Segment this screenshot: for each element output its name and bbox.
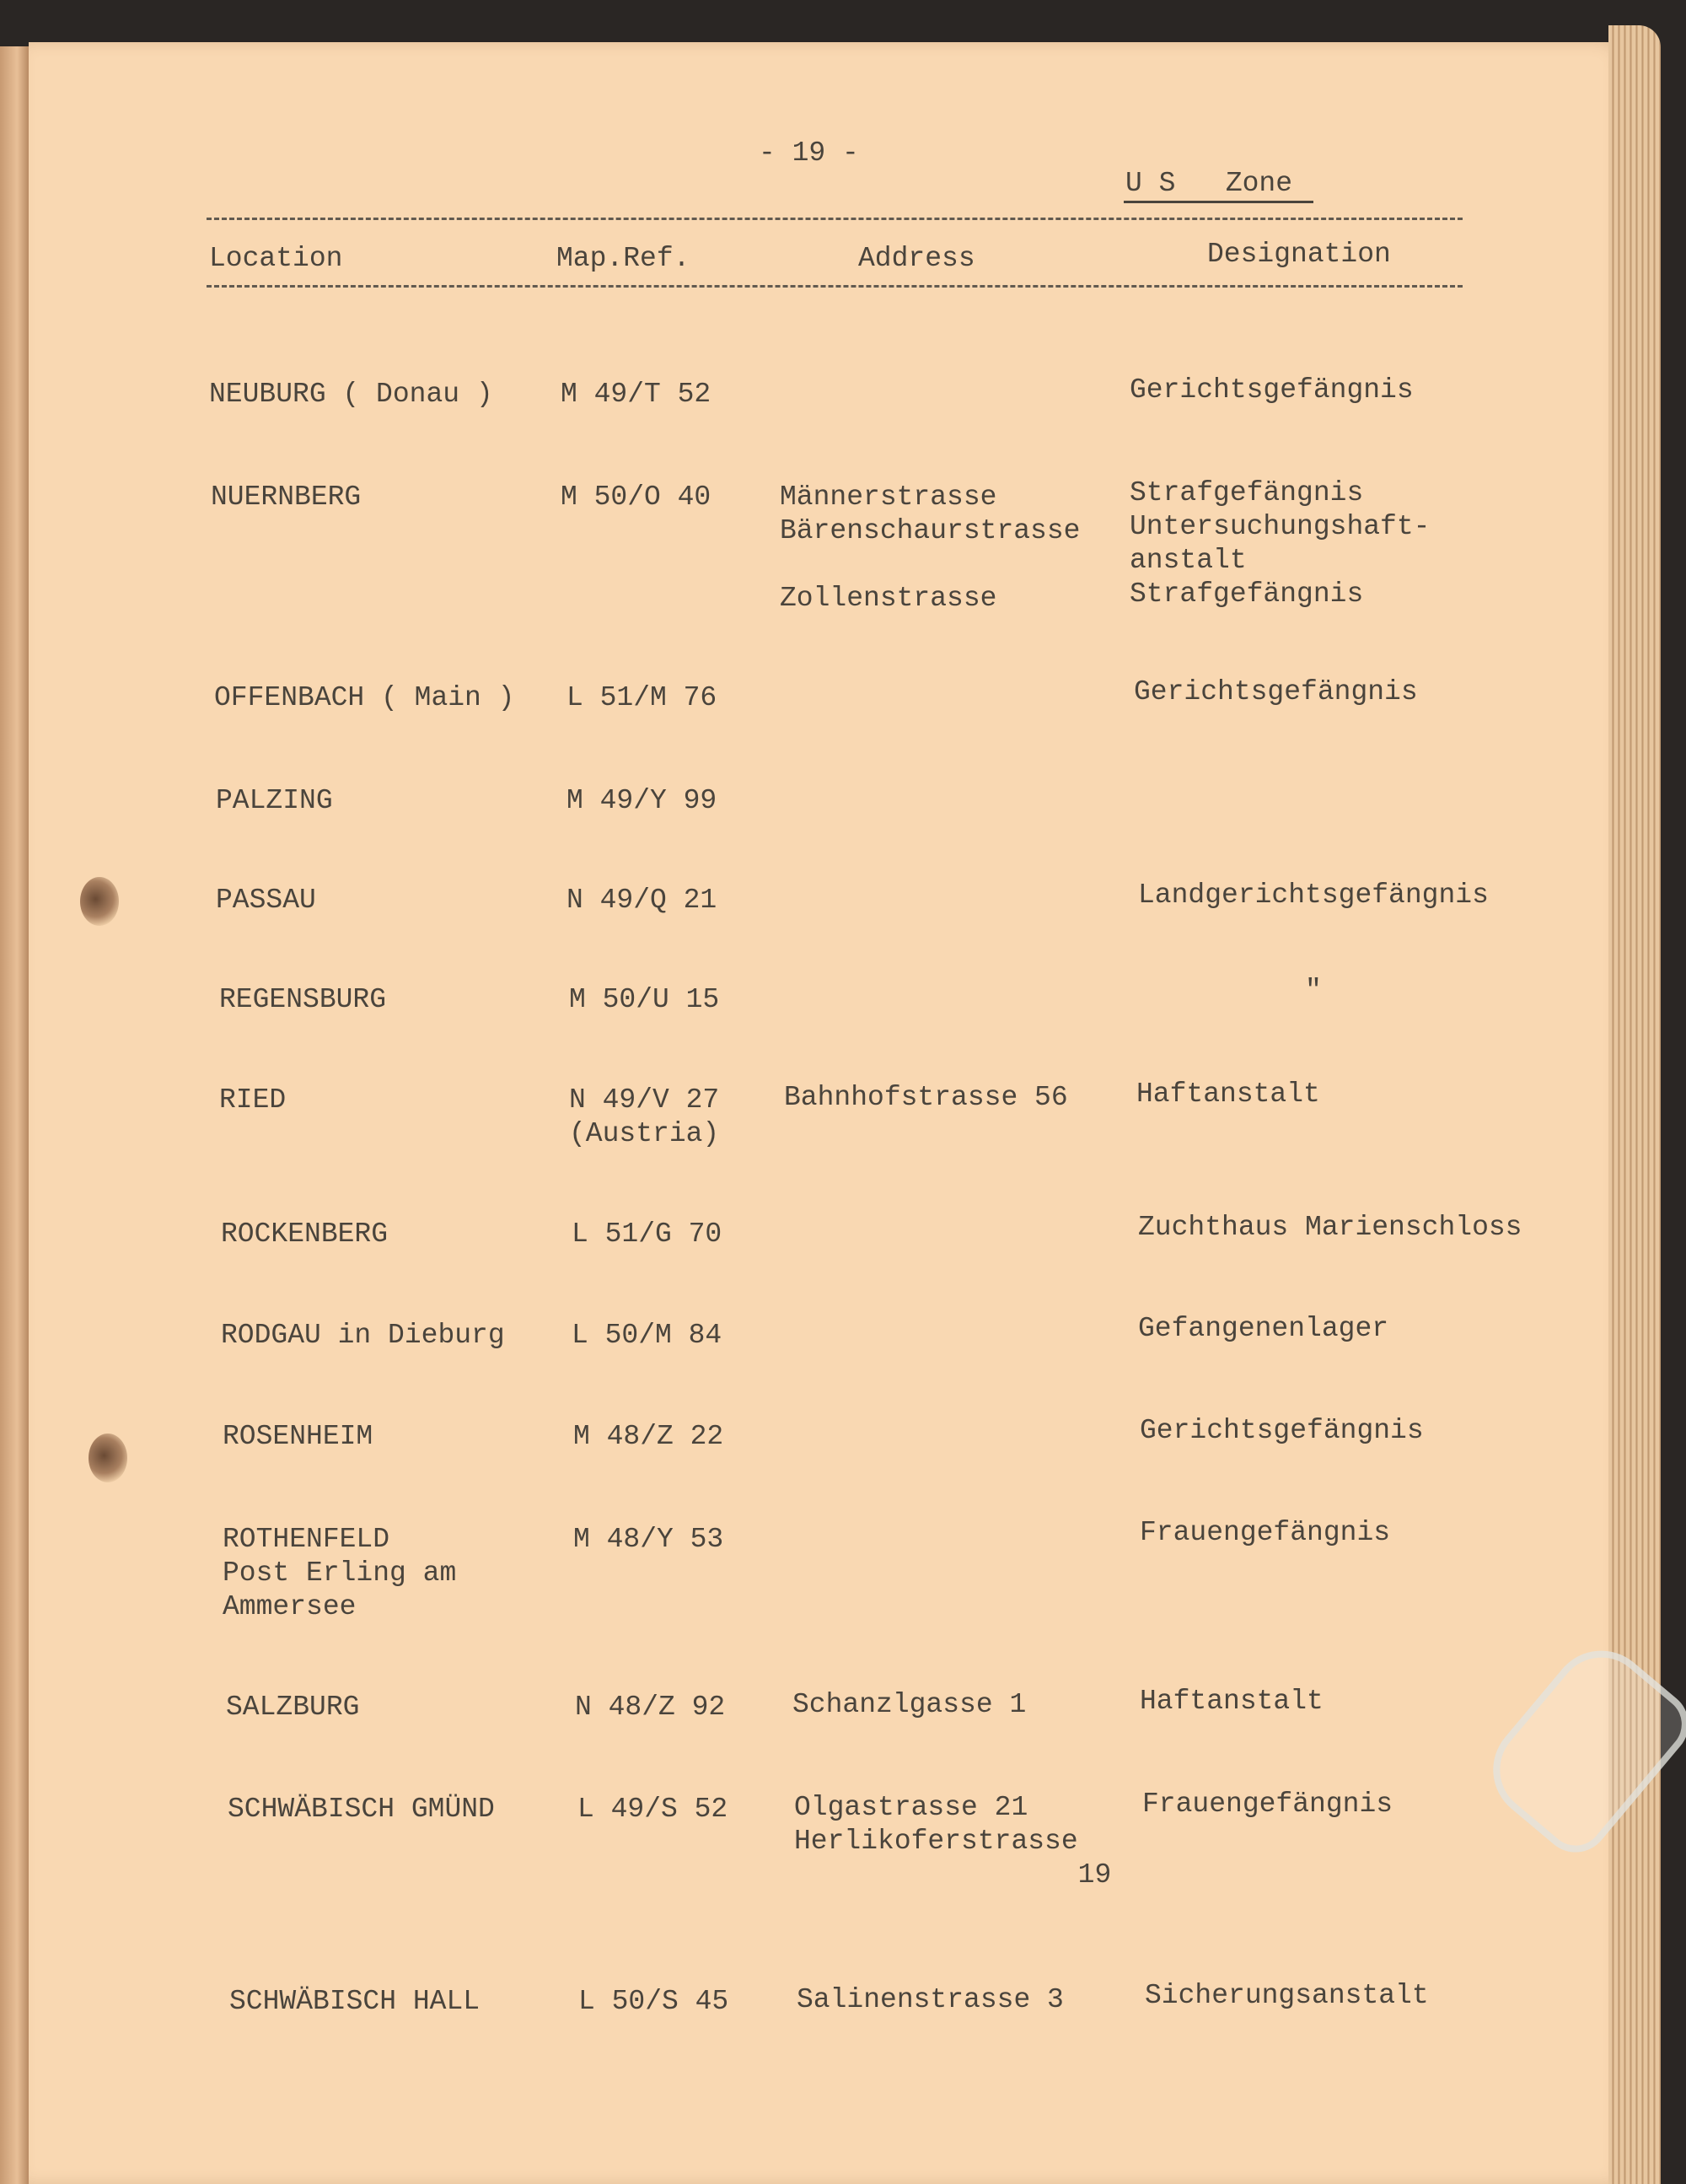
- punch-hole: [89, 1434, 127, 1482]
- row-address: Männerstrasse Bärenschaurstrasse Zollenstrasse: [780, 481, 1081, 614]
- row-map-ref: N 49/Q 21: [566, 885, 717, 916]
- row-location: NEUBURG ( Donau ): [209, 379, 493, 410]
- left-page-edge: [0, 46, 29, 2184]
- header-map-ref: Map.Ref.: [556, 243, 690, 274]
- row-map-ref: M 49/T 52: [561, 379, 711, 410]
- row-address: Salinenstrasse 3: [797, 1984, 1064, 2015]
- page-number: - 19 -: [759, 137, 859, 169]
- row-address: Schanzlgasse 1: [792, 1689, 1027, 1720]
- row-map-ref: L 51/M 76: [566, 682, 717, 713]
- row-designation: Gerichtsgefängnis: [1140, 1415, 1424, 1446]
- row-map-ref: L 50/M 84: [572, 1320, 722, 1351]
- row-designation: Landgerichtsgefängnis: [1138, 880, 1489, 911]
- row-designation: Sicherungsanstalt: [1145, 1980, 1429, 2011]
- row-designation: Gefangenenlager: [1138, 1313, 1389, 1344]
- row-map-ref: L 50/S 45: [578, 1986, 729, 2017]
- header-designation: Designation: [1207, 239, 1391, 270]
- header-address: Address: [858, 243, 975, 274]
- row-map-ref: M 50/O 40: [561, 481, 711, 513]
- page-stack-edges: [1608, 25, 1661, 2184]
- row-map-ref: L 49/S 52: [577, 1794, 728, 1825]
- row-map-ref: M 48/Y 53: [573, 1524, 724, 1555]
- row-map-ref: N 49/V 27 (Austria): [569, 1084, 720, 1149]
- row-designation: Gerichtsgefängnis: [1130, 374, 1414, 406]
- row-map-ref: M 50/U 15: [569, 984, 720, 1015]
- row-address: Bahnhofstrasse 56: [784, 1082, 1068, 1113]
- row-designation: Zuchthaus Marienschloss: [1138, 1212, 1522, 1243]
- row-location: SALZBURG: [226, 1692, 360, 1723]
- row-location: RODGAU in Dieburg: [221, 1320, 505, 1351]
- row-designation: Haftanstalt: [1140, 1686, 1324, 1717]
- row-designation: Frauengefängnis: [1142, 1789, 1393, 1820]
- row-location: SCHWÄBISCH GMÜND: [228, 1794, 495, 1825]
- header-rule-bottom: [207, 285, 1463, 288]
- row-location: OFFENBACH ( Main ): [214, 682, 515, 713]
- row-designation: Gerichtsgefängnis: [1134, 676, 1418, 707]
- row-location: PASSAU: [216, 885, 316, 916]
- row-location: ROCKENBERG: [221, 1218, 389, 1250]
- zone-label: U S Zone: [1125, 168, 1293, 199]
- row-address: Olgastrasse 21 Herlikoferstrasse 19: [794, 1792, 1112, 1891]
- row-location: NUERNBERG: [211, 481, 362, 513]
- row-map-ref: M 48/Z 22: [573, 1421, 724, 1452]
- row-designation: Frauengefängnis: [1140, 1517, 1391, 1548]
- row-location: PALZING: [216, 785, 333, 816]
- row-location: RIED: [219, 1084, 287, 1116]
- row-location: ROSENHEIM: [223, 1421, 373, 1452]
- row-designation: Haftanstalt: [1136, 1079, 1320, 1110]
- row-designation: ": [1305, 975, 1322, 1006]
- zone-underline: [1124, 201, 1313, 203]
- row-map-ref: L 51/G 70: [572, 1218, 722, 1250]
- punch-hole: [80, 877, 119, 926]
- row-map-ref: N 48/Z 92: [575, 1692, 726, 1723]
- row-location: ROTHENFELD Post Erling am Ammersee: [223, 1524, 457, 1622]
- header-rule-top: [207, 218, 1463, 220]
- row-location: SCHWÄBISCH HALL: [229, 1986, 481, 2017]
- row-map-ref: M 49/Y 99: [566, 785, 717, 816]
- header-location: Location: [209, 243, 343, 274]
- row-location: REGENSBURG: [219, 984, 387, 1015]
- row-designation: Strafgefängnis Untersuchungshaft- anstalt Strafgefängnis: [1130, 477, 1431, 610]
